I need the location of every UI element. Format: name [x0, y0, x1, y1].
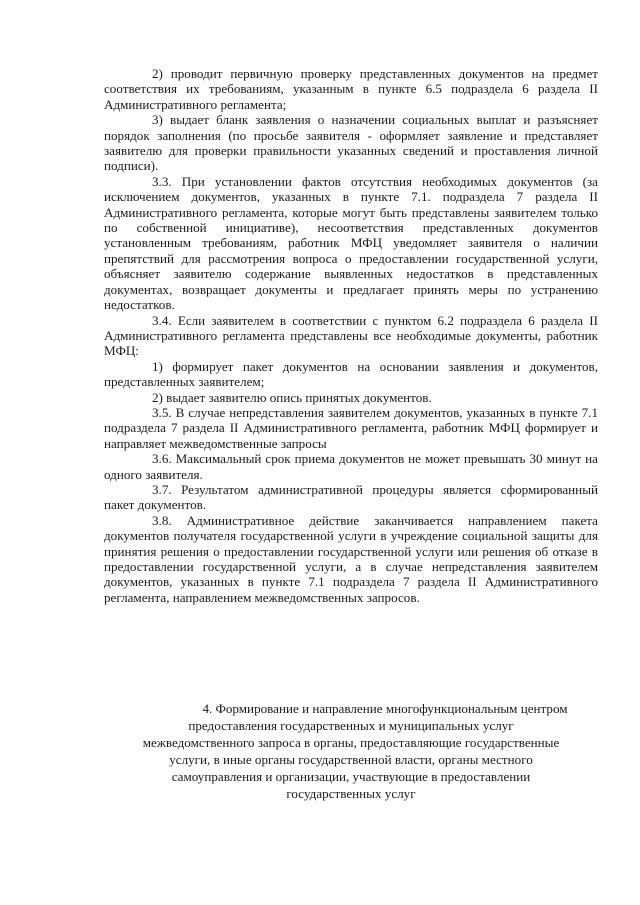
- paragraph-3-7: 3.7. Результатом административной процедуры является сформированный пакет документов.: [104, 481, 598, 513]
- paragraph-3-6: 3.6. Максимальный срок приема документов не может превышать 30 минут на одного заявителя.: [104, 451, 598, 482]
- paragraph-item-3: 3) выдает бланк заявления о назначении социальных выплат и разъясняет порядок заполнения (по просьбе заявителя - оформляет заявление и представляет заявителю для проверки правильности указанных сведений и проставления личной подписи).: [104, 112, 598, 174]
- paragraph-3-4-item-2: 2) выдает заявителю опись принятых документов.: [152, 389, 432, 405]
- document-body: [104, 66, 598, 605]
- paragraph-3-8: 3.8. Административное действие заканчивается направлением пакета документов получателя государственной услуги в учреждение социальной защиты для принятия решения о предоставлении государственной услуги или решения об отказе в предоставлении государственной услуги, а в случае непредставления заявителем документов, указанных в пункте 7.1 подраздела 7 раздела II Административного регламента, направлением межведомственных запросов.: [104, 512, 598, 605]
- section-heading: 4. Формирование и направление многофункциональным центром предоставления государственных и муниципальных услуг межведомственного запроса в органы, предоставляющие государственные услуги, в иные органы государственной власти, органы местного самоуправления и организации, участвующие в предоставлении государственных услуг: [142, 701, 568, 801]
- paragraph-3-4-item-1: 1) формирует пакет документов на основании заявления и документов, представленных заявителем;: [104, 358, 598, 390]
- paragraph-3-3: 3.3. При установлении фактов отсутствия необходимых документов (за исключением документов, указанных в пункте 7.1. подраздела 7 раздела II Административного регламента, которые могут быть представлены заявителем только по собственной инициативе), несоответствия представленных документов установленным требованиям, работник МФЦ уведомляет заявителя о наличии препятствий для рассмотрения вопроса о предоставлении государственной услуги, объясняет заявителю содержание выявленных недостатков в представленных документах, возвращает документы и предлагает принять меры по устранению недостатков.: [104, 173, 598, 313]
- paragraph-3-4: 3.4. Если заявителем в соответствии с пунктом 6.2 подраздела 6 раздела II Административного регламента представлены все необходимые документы, работник МФЦ:: [104, 312, 598, 359]
- paragraph-item-2: 2) проводит первичную проверку представленных документов на предмет соответствия их требованиям, указанным в пункте 6.5 подраздела 6 раздела II Административного регламента;: [104, 66, 598, 112]
- paragraph-3-5: 3.5. В случае непредставления заявителем документов, указанных в пункте 7.1 подраздела 7 раздела II Административного регламента, работник МФЦ формирует и направляет межведомственные запросы: [104, 404, 598, 451]
